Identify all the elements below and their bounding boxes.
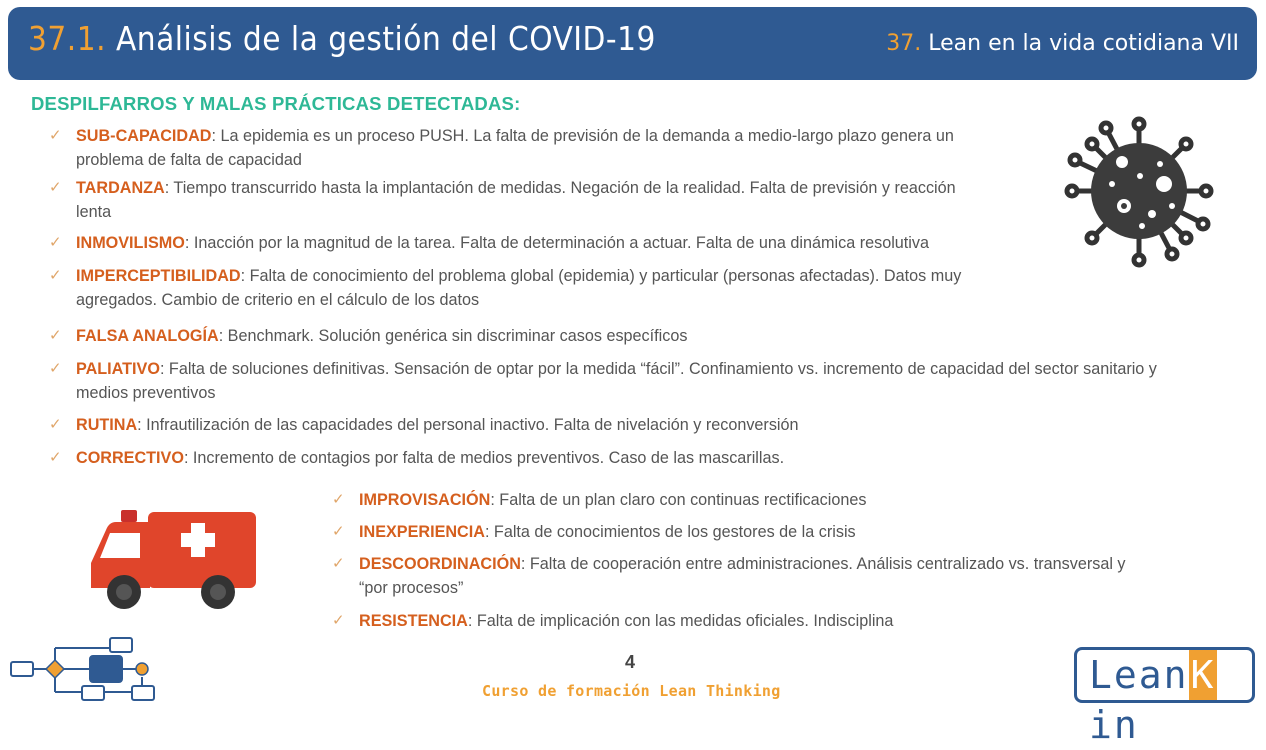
header-bar xyxy=(8,7,1257,80)
virus-icon xyxy=(1064,114,1214,269)
list-item xyxy=(332,520,1192,552)
list-item xyxy=(49,413,1229,446)
item-term: SUB-CAPACIDAD xyxy=(76,127,212,145)
check-icon: ✓ xyxy=(332,491,345,508)
check-icon: ✓ xyxy=(332,555,345,572)
list-item xyxy=(49,124,1229,176)
item-text-cont: “por procesos” xyxy=(359,579,464,597)
subtitle-text: Lean en la vida cotidiana VII xyxy=(928,31,1239,56)
item-text: : Falta de soluciones definitivas. Sensación de optar por la medida “fácil”. Confinamiento vs. incremento de capacidad del sector sanitario y xyxy=(159,360,1157,378)
item-text-cont: lenta xyxy=(76,203,112,221)
item-text: : Falta de implicación con las medidas oficiales. Indisciplina xyxy=(467,612,894,630)
list-item xyxy=(49,231,1229,264)
leankin-logo xyxy=(1074,647,1255,747)
check-icon: ✓ xyxy=(49,234,62,251)
list-item xyxy=(49,264,1229,324)
item-term: PALIATIVO xyxy=(76,360,160,378)
item-text: : Falta de conocimientos de los gestores de la crisis xyxy=(484,523,856,541)
list-item xyxy=(332,609,1192,633)
item-text-cont: agregados. Cambio de criterio en el cálculo de los datos xyxy=(76,291,480,309)
item-text: : Falta de cooperación entre administraciones. Análisis centralizado vs. transversal y xyxy=(520,555,1126,573)
waste-list-secondary xyxy=(332,488,1192,633)
logo-part-3: in xyxy=(1089,703,1139,747)
item-text: : Tiempo transcurrido hasta la implantación de medidas. Negación de la realidad. Falta de previsión y reacción xyxy=(164,179,956,197)
item-text: : Falta de un plan claro con continuas rectificaciones xyxy=(490,491,867,509)
list-item xyxy=(332,488,1192,520)
list-item xyxy=(49,176,1229,231)
item-term: RUTINA xyxy=(76,416,138,434)
list-item xyxy=(49,357,1229,413)
item-text: : Falta de conocimiento del problema global (epidemia) y particular (personas afectadas). Datos muy xyxy=(240,267,962,285)
slide-title xyxy=(28,19,656,58)
section-title: DESPILFARROS Y MALAS PRÁCTICAS DETECTADAS: xyxy=(31,93,521,114)
item-text: : La epidemia es un proceso PUSH. La falta de previsión de la demanda a medio-largo plazo genera un xyxy=(211,127,954,145)
item-text: : Infrautilización de las capacidades del personal inactivo. Falta de nivelación y reconversión xyxy=(137,416,799,434)
list-item xyxy=(49,324,1229,357)
item-text: : Benchmark. Solución genérica sin discriminar casos específicos xyxy=(218,327,688,345)
ambulance-icon xyxy=(88,508,258,612)
footer-text: Curso de formación Lean Thinking xyxy=(482,682,781,700)
item-term: INEXPERIENCIA xyxy=(359,523,485,541)
item-term: CORRECTIVO xyxy=(76,449,184,467)
process-flow-icon xyxy=(10,634,160,706)
item-term: IMPERCEPTIBILIDAD xyxy=(76,267,241,285)
item-text-cont: medios preventivos xyxy=(76,384,216,402)
check-icon: ✓ xyxy=(332,612,345,629)
title-number: 37.1. xyxy=(28,19,107,58)
subtitle-number: 37. xyxy=(886,31,922,56)
item-term: TARDANZA xyxy=(76,179,165,197)
list-item xyxy=(332,552,1192,609)
check-icon: ✓ xyxy=(49,449,62,466)
check-icon: ✓ xyxy=(49,267,62,284)
check-icon: ✓ xyxy=(49,416,62,433)
item-term: INMOVILISMO xyxy=(76,234,185,252)
item-term: RESISTENCIA xyxy=(359,612,468,630)
item-term: FALSA ANALOGÍA xyxy=(76,327,219,345)
item-text: : Inacción por la magnitud de la tarea. Falta de determinación a actuar. Falta de una dinámica resolutiva xyxy=(184,234,929,252)
check-icon: ✓ xyxy=(49,127,62,144)
check-icon: ✓ xyxy=(49,179,62,196)
check-icon: ✓ xyxy=(49,360,62,377)
slide-subtitle xyxy=(886,31,1239,56)
title-text: Análisis de la gestión del COVID-19 xyxy=(115,19,656,58)
list-item xyxy=(49,446,1229,470)
check-icon: ✓ xyxy=(49,327,62,344)
item-text: : Incremento de contagios por falta de medios preventivos. Caso de las mascarillas. xyxy=(183,449,785,467)
waste-list xyxy=(49,124,1229,470)
logo-part-1: Lean xyxy=(1089,653,1189,697)
page-number: 4 xyxy=(625,652,636,672)
item-term: DESCOORDINACIÓN xyxy=(359,555,521,573)
item-text-cont: problema de falta de capacidad xyxy=(76,151,302,169)
item-term: IMPROVISACIÓN xyxy=(359,491,491,509)
logo-part-2: K xyxy=(1189,650,1218,700)
check-icon: ✓ xyxy=(332,523,345,540)
